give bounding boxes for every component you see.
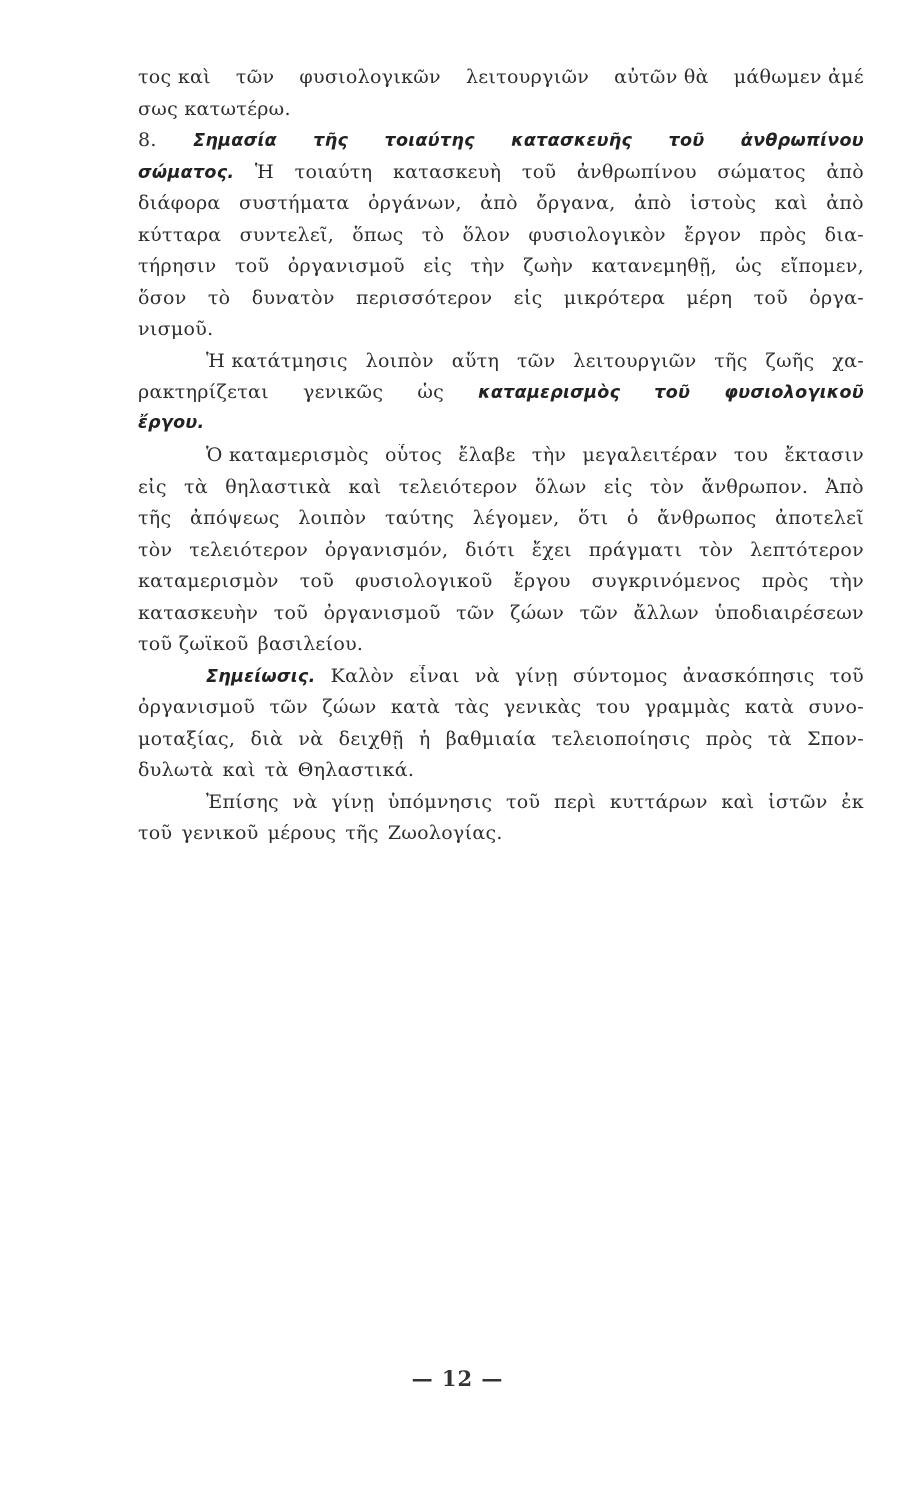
word: ρακτηρίζεται: [138, 381, 269, 403]
word: ὀργανισμόν,: [324, 538, 449, 561]
word: λοιπὸν: [298, 507, 367, 529]
word: κατασκευὴ: [392, 160, 502, 183]
word: τοῦ: [299, 570, 335, 592]
word: ἀνθρωπίνου: [576, 160, 697, 183]
word: τῆς: [345, 822, 379, 844]
word: τῶν: [456, 601, 495, 624]
word: εἴπομεν,: [780, 255, 864, 277]
word: χα-: [832, 349, 864, 372]
word: συντελεῖ,: [239, 223, 335, 246]
word: τὴν: [470, 255, 505, 277]
word: κύτταρα: [138, 223, 222, 246]
word: νισμοῦ.: [138, 318, 214, 340]
word: ὑπόμνησις: [387, 790, 493, 813]
word: φυσιολογικοῦ: [355, 570, 493, 592]
word: ἡ: [418, 727, 431, 750]
word: τοῦ: [138, 822, 173, 844]
word: νὰ: [474, 664, 500, 687]
text-line: [138, 539, 864, 571]
word: περὶ: [554, 790, 597, 813]
text-line: [138, 791, 864, 823]
word: οὗτος: [385, 444, 443, 466]
word: νὰ: [292, 790, 318, 813]
word: αὐτῶν θὰ: [614, 66, 709, 88]
word: φυσιολογικῶν: [299, 66, 441, 88]
text-line: [138, 192, 864, 224]
word: καὶ: [774, 192, 808, 214]
word: ζώων: [510, 601, 565, 624]
emphasized-word: Σημασία: [193, 131, 277, 151]
word: Καλὸν: [330, 664, 395, 687]
text-line: [138, 224, 864, 256]
word: γενικῶς: [302, 381, 384, 403]
word: ζώων: [322, 696, 377, 718]
text-line: [138, 98, 864, 130]
word: ἄλλων: [633, 601, 700, 624]
word: διάφορα: [138, 192, 221, 214]
word: ὡς: [417, 381, 445, 403]
word: σως κατωτέρω.: [138, 97, 291, 120]
word: ἔλαβε: [458, 444, 516, 466]
word: ὅτι: [578, 507, 609, 529]
word: ὀργανισμοῦ: [138, 696, 256, 718]
text-line: [138, 255, 864, 287]
word: περισσότερον: [355, 286, 493, 309]
word: καὶ: [721, 790, 755, 813]
word: τῶν: [269, 696, 308, 718]
text-line: [138, 633, 864, 665]
emphasized-word: Σημείωσις.: [206, 666, 316, 687]
word: αὕτη: [451, 349, 500, 372]
word: δια-: [824, 223, 864, 246]
word: γενικὰς: [503, 696, 582, 718]
word: τὸν: [698, 538, 734, 561]
word: πράγματι: [588, 538, 683, 561]
word: ζωῆς: [765, 349, 815, 372]
word: εἰς: [603, 475, 633, 498]
word: τος καὶ: [138, 66, 211, 88]
text-line: [138, 696, 864, 728]
word: ἀποτελεῖ: [775, 507, 864, 529]
word: τῶν: [235, 66, 275, 88]
word: μεγαλειτέραν: [582, 444, 718, 466]
word: τῶν: [516, 349, 556, 372]
text-line: [138, 507, 864, 539]
word: τὴν: [531, 444, 567, 466]
word: καὶ: [348, 475, 382, 498]
word: κυττάρων: [609, 790, 708, 813]
word: ὅλων: [534, 475, 587, 498]
word: διὰ: [250, 727, 284, 750]
word: ἄνθρωπον.: [701, 475, 809, 498]
word: γραμμὰς: [644, 696, 731, 718]
word: μοταξίας,: [138, 727, 236, 750]
word: λειτουργιῶν: [465, 66, 590, 88]
word: τῆς: [138, 507, 172, 529]
word: πρὸς: [705, 727, 753, 750]
word: τὰ: [767, 727, 792, 750]
word: του: [595, 696, 631, 718]
text-line: [138, 381, 864, 413]
word: Ὁ καταμερισμὸς: [206, 444, 369, 466]
emphasized-word: ἔργου.: [138, 412, 205, 433]
word: Ζωολογίας.: [387, 822, 503, 844]
word: ὀργανισμοῦ: [323, 601, 441, 624]
text-line: [138, 287, 864, 319]
word: τὸν: [649, 475, 685, 498]
word: τῶν: [579, 601, 619, 624]
word: τὸν: [138, 538, 173, 561]
word: φυσιολογικὸν: [528, 223, 666, 246]
word: κατὰ: [390, 696, 441, 718]
text-line: [138, 413, 864, 445]
word: ὀργα-: [809, 286, 864, 309]
word: ἔργου: [513, 570, 571, 592]
word: ζωὴν: [523, 255, 574, 277]
word: τὸ: [421, 223, 445, 246]
word: σώματος: [717, 160, 806, 183]
word: βασιλείου.: [257, 633, 364, 655]
word: δειχθῇ: [338, 727, 404, 750]
word: λέγομεν,: [472, 507, 560, 529]
word: 8.: [138, 129, 157, 151]
word: ἀπὸ: [826, 192, 864, 214]
emphasized-word: κατασκευῆς: [511, 131, 633, 151]
text-line: [138, 66, 864, 98]
word: ὅσον: [138, 286, 187, 309]
word: ἔκτασιν: [784, 444, 864, 466]
word: λεπτότερον: [750, 538, 864, 561]
emphasized-word: φυσιολογικοῦ: [724, 383, 864, 403]
word: μάθωμεν ἀμέ: [733, 66, 864, 88]
word: ἀπὸ: [633, 192, 672, 214]
word: λειτουργιῶν: [573, 349, 697, 372]
word: κατανεμηθῇ,: [591, 255, 717, 277]
word: εἶναι: [409, 664, 460, 687]
word: εἰς: [423, 255, 453, 277]
word: γίνῃ: [514, 664, 558, 687]
word: ἱστῶν: [768, 790, 828, 813]
word: νὰ: [298, 727, 324, 750]
word: τελειότερον: [398, 475, 518, 498]
text-line: [138, 665, 864, 697]
word: Θηλαστικά.: [297, 759, 415, 781]
text-line: [138, 822, 864, 854]
word: τελειότερον: [189, 538, 309, 561]
word: ὁ: [626, 507, 639, 529]
word: τοῦ: [753, 286, 789, 309]
word: ὡς: [735, 255, 763, 277]
word: γενικοῦ: [181, 822, 259, 844]
text-line: [138, 476, 864, 508]
text-line: [138, 602, 864, 634]
word: ὅπως: [352, 223, 404, 246]
word: τὰ: [264, 759, 289, 781]
word: κατασκευὴν: [138, 601, 259, 624]
body-text: [138, 66, 864, 854]
word: καὶ: [222, 759, 256, 781]
emphasized-word: ἀνθρωπίνου: [740, 131, 864, 151]
word: βαθμιαία: [445, 727, 537, 750]
word: του: [733, 444, 769, 466]
word: σύντομος: [572, 664, 668, 687]
word: μικρότερα: [563, 286, 666, 309]
word: τοιαύτη: [294, 160, 373, 183]
word: Ἡ: [254, 160, 275, 183]
word: θηλαστικὰ: [225, 475, 332, 498]
text-line: [138, 161, 864, 193]
word: ὄργανα,: [536, 192, 616, 214]
word: ἀπὸ: [826, 160, 864, 183]
word: τὸ: [207, 286, 231, 309]
word: ἱστοὺς: [690, 192, 757, 214]
emphasized-word: τοιαύτης: [384, 131, 475, 151]
word: ἀνασκόπησις: [682, 664, 815, 687]
word: συγκρινόμενος: [591, 570, 741, 592]
emphasized-word: σώματος.: [138, 162, 235, 183]
word: τήρησιν: [138, 255, 217, 277]
text-line: [138, 129, 864, 161]
word: τοῦ: [521, 160, 557, 183]
text-line: [138, 759, 864, 791]
emphasized-word: τῆς: [313, 131, 349, 151]
word: ὀργανισμοῦ: [287, 255, 405, 277]
word: τοῦ: [234, 255, 270, 277]
word: συνο-: [808, 696, 864, 718]
emphasized-word: τοῦ: [668, 131, 705, 151]
word: πρὸς: [761, 570, 809, 592]
word: τὴν: [829, 570, 864, 592]
word: δυλωτὰ: [138, 759, 214, 781]
word: γίνῃ: [331, 790, 375, 813]
word: ὅλον: [462, 223, 511, 246]
word: μέρη: [686, 286, 733, 309]
word: Ἡ κατάτμησις: [206, 349, 348, 372]
word: ἀπὸ: [480, 192, 518, 214]
word: κατὰ: [744, 696, 795, 718]
word: Ἐπίσης: [206, 790, 279, 813]
word: Ἀπὸ: [825, 475, 864, 498]
word: Σπον-: [807, 727, 864, 750]
word: τοῦ ζωϊκοῦ: [138, 633, 249, 655]
word: ἄνθρωπος: [657, 507, 757, 529]
word: τὰ: [184, 475, 208, 498]
word: τὰς: [454, 696, 490, 718]
word: τελειοποίησις: [551, 727, 691, 750]
text-line: [138, 728, 864, 760]
word: εἰς: [138, 475, 167, 498]
word: λοιπὸν: [365, 349, 434, 372]
text-line: [138, 318, 864, 350]
word: τοῦ: [505, 790, 541, 813]
word: πρὸς: [759, 223, 807, 246]
word: συστήματα: [238, 192, 350, 214]
text-line: [138, 444, 864, 476]
word: καταμερισμὸν: [138, 570, 279, 592]
text-line: [138, 350, 864, 382]
word: ὀργάνων,: [367, 192, 462, 214]
word: δυνατὸν: [251, 286, 335, 309]
word: διότι: [465, 538, 515, 561]
emphasized-word: καταμερισμὸς: [478, 383, 621, 403]
word: ὑποδιαιρέσεων: [714, 601, 864, 624]
word: τῆς: [714, 349, 748, 372]
word: ἔργον: [684, 223, 742, 246]
page-number: — 12 —: [411, 1366, 504, 1391]
text-line: [138, 570, 864, 602]
word: ἔχει: [531, 538, 572, 561]
word: τοῦ: [273, 601, 309, 624]
word: ταύτης: [384, 507, 455, 529]
word: τοῦ: [829, 664, 864, 687]
emphasized-word: τοῦ: [654, 383, 691, 403]
word: ἐκ: [841, 790, 864, 813]
word: μέρους: [267, 822, 337, 844]
word: εἰς: [513, 286, 543, 309]
word: ἀπόψεως: [189, 507, 280, 529]
